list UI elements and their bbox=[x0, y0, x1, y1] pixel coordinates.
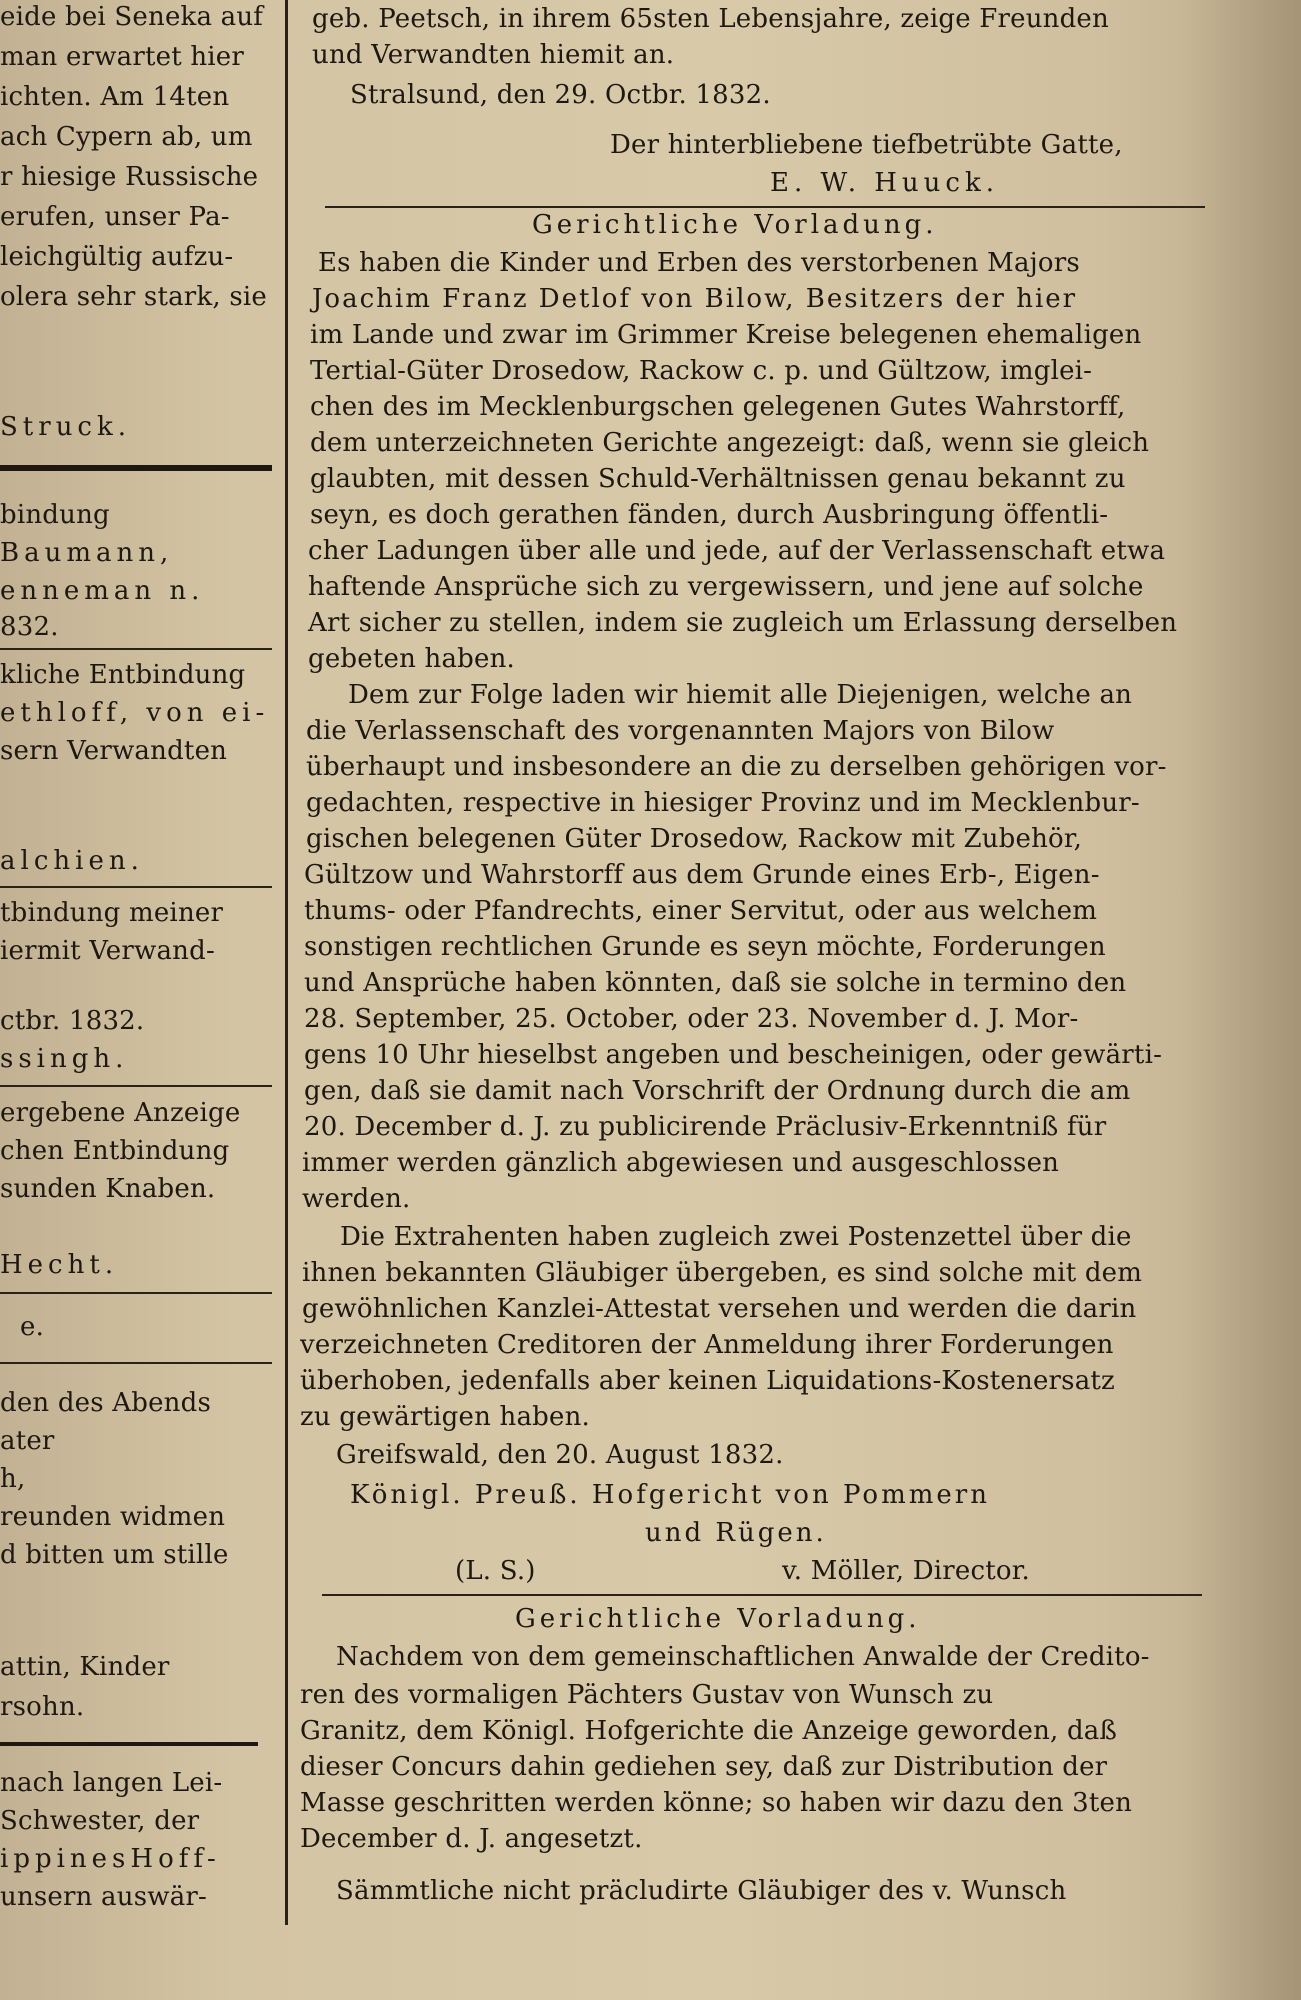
notice-line: haftende Ansprüche sich zu vergewissern, und jene auf solche bbox=[308, 572, 1144, 602]
left-line: chen Entbindung bbox=[0, 1136, 230, 1166]
notice-line: ihnen bekannten Gläubiger übergeben, es sind solche mit dem bbox=[302, 1258, 1143, 1288]
notice-line: und Ansprüche haben könnten, daß sie solche in termino den bbox=[304, 968, 1127, 998]
notice-line: seyn, es doch gerathen fänden, durch Ausbringung öffentli- bbox=[310, 500, 1109, 530]
seal-mark: (L. S.) bbox=[455, 1556, 536, 1586]
divider bbox=[0, 1362, 272, 1364]
left-line: olera sehr stark, sie bbox=[0, 282, 267, 312]
court-name: und Rügen. bbox=[645, 1518, 827, 1548]
notice-line: zu gewärtigen haben. bbox=[300, 1402, 591, 1432]
notice-line: Sämmtliche nicht präcludirte Gläubiger des v. Wunsch bbox=[336, 1876, 1067, 1906]
notice-line: dem unterzeichneten Gerichte angezeigt: daß, wenn sie gleich bbox=[310, 428, 1150, 458]
notice-title: Gerichtliche Vorladung. bbox=[532, 210, 938, 240]
notice-line: verzeichneten Creditoren der Anmeldung ihrer Forderungen bbox=[300, 1330, 1114, 1360]
left-line: h, bbox=[0, 1464, 26, 1494]
left-line: e. bbox=[20, 1312, 45, 1342]
notice-line: December d. J. angesetzt. bbox=[300, 1824, 643, 1854]
notice-line: cher Ladungen über alle und jede, auf der Verlassenschaft etwa bbox=[308, 536, 1166, 566]
left-signature: Struck. bbox=[0, 412, 132, 442]
notice-line: die Verlassenschaft des vorgenannten Majors von Bilow bbox=[306, 716, 1055, 746]
death-notice-line: geb. Peetsch, in ihrem 65sten Lebensjahre, zeige Freunden bbox=[312, 4, 1109, 34]
left-line: ach Cypern ab, um bbox=[0, 122, 253, 152]
notice-line: werden. bbox=[302, 1184, 411, 1214]
divider bbox=[0, 1085, 272, 1087]
court-name: Königl. Preuß. Hofgericht von Pommern bbox=[350, 1480, 990, 1510]
notice-line: gen, daß sie damit nach Vorschrift der Ordnung durch die am bbox=[304, 1076, 1131, 1106]
left-line: r hiesige Russische bbox=[0, 162, 259, 192]
left-line: kliche Entbindung bbox=[0, 660, 246, 690]
left-line: eide bei Seneka auf bbox=[0, 2, 264, 32]
notice-line: ren des vormaligen Pächters Gustav von Wunsch zu bbox=[300, 1680, 994, 1710]
notice-line: 28. September, 25. October, oder 23. November d. J. Mor- bbox=[304, 1004, 1079, 1034]
death-notice-place-date: Stralsund, den 29. Octbr. 1832. bbox=[350, 80, 771, 110]
left-line: bindung bbox=[0, 500, 110, 530]
notice-title: Gerichtliche Vorladung. bbox=[515, 1604, 921, 1634]
notice-line: Joachim Franz Detlof von Bilow, Besitzers der hier bbox=[312, 284, 1078, 314]
notice-line: Es haben die Kinder und Erben des verstorbenen Majors bbox=[318, 248, 1080, 278]
divider bbox=[0, 1292, 272, 1294]
left-line: sern Verwandten bbox=[0, 736, 228, 766]
notice-line: Masse geschritten werden könne; so haben wir dazu den 3ten bbox=[300, 1788, 1133, 1818]
left-line: enneman n. bbox=[0, 576, 205, 606]
notice-line: chen des im Mecklenburgschen gelegenen Gutes Wahrstorff, bbox=[310, 392, 1126, 422]
left-line: unsern auswär- bbox=[0, 1882, 208, 1912]
left-column bbox=[0, 0, 272, 1930]
notice-line: gewöhnlichen Kanzlei-Attestat versehen und werden die darin bbox=[302, 1294, 1137, 1324]
notice-line: dieser Concurs dahin gediehen sey, daß zur Distribution der bbox=[300, 1752, 1108, 1782]
left-line: ethloff, von ei- bbox=[0, 698, 270, 728]
divider bbox=[325, 206, 1205, 208]
notice-place-date: Greifswald, den 20. August 1832. bbox=[336, 1440, 784, 1470]
notice-line: sonstigen rechtlichen Grunde es seyn möchte, Forderungen bbox=[304, 932, 1106, 962]
notice-line: glaubten, mit dessen Schuld-Verhältnissen genau bekannt zu bbox=[310, 464, 1126, 494]
notice-line: Granitz, dem Königl. Hofgerichte die Anzeige geworden, daß bbox=[300, 1716, 1118, 1746]
notice-line: überhoben, jedenfalls aber keinen Liquidations-Kostenersatz bbox=[300, 1366, 1115, 1396]
left-line: ergebene Anzeige bbox=[0, 1098, 241, 1128]
divider bbox=[322, 1594, 1202, 1596]
notice-line: Nachdem von dem gemeinschaftlichen Anwalde der Credito- bbox=[336, 1642, 1150, 1672]
notice-line: überhaupt und insbesondere an die zu derselben gehörigen vor- bbox=[306, 752, 1167, 782]
left-line: den des Abends bbox=[0, 1388, 212, 1418]
notice-line: Gültzow und Wahrstorff aus dem Grunde eines Erb-, Eigen- bbox=[304, 860, 1100, 890]
notice-line: gens 10 Uhr hieselbst angeben und bescheinigen, oder gewärti- bbox=[304, 1040, 1163, 1070]
left-line: erufen, unser Pa- bbox=[0, 202, 230, 232]
notice-line: gischen belegenen Güter Drosedow, Rackow mit Zubehör, bbox=[306, 824, 1083, 854]
notice-line: im Lande und zwar im Grimmer Kreise belegenen ehemaligen bbox=[310, 320, 1142, 350]
left-line: iermit Verwand- bbox=[0, 936, 215, 966]
notice-line: Dem zur Folge laden wir hiemit alle Diejenigen, welche an bbox=[348, 680, 1133, 710]
left-line: Schwester, der bbox=[0, 1806, 200, 1836]
director-signature: v. Möller, Director. bbox=[782, 1556, 1031, 1586]
left-line: ater bbox=[0, 1426, 55, 1456]
left-line: Baumann, bbox=[0, 538, 174, 568]
left-line: d bitten um stille bbox=[0, 1540, 229, 1570]
left-signature: ssingh. bbox=[0, 1044, 129, 1074]
right-column bbox=[300, 0, 1215, 1930]
divider bbox=[0, 648, 272, 650]
death-notice-signoff: Der hinterbliebene tiefbetrübte Gatte, bbox=[610, 130, 1123, 160]
left-line: tbindung meiner bbox=[0, 898, 224, 928]
notice-line: Die Extrahenten haben zugleich zwei Postenzettel über die bbox=[340, 1222, 1132, 1252]
left-line: attin, Kinder bbox=[0, 1652, 170, 1682]
left-line: sunden Knaben. bbox=[0, 1174, 216, 1204]
notice-line: Tertial-Güter Drosedow, Rackow c. p. und Gültzow, imglei- bbox=[310, 356, 1093, 386]
notice-line: 20. December d. J. zu publicirende Präclusiv-Erkenntniß für bbox=[304, 1112, 1107, 1142]
left-line: 832. bbox=[0, 612, 59, 642]
divider bbox=[0, 886, 272, 888]
left-signature: alchien. bbox=[0, 846, 144, 876]
notice-line: gebeten haben. bbox=[308, 644, 515, 674]
left-line: man erwartet hier bbox=[0, 42, 244, 72]
death-notice-name: E. W. Huuck. bbox=[770, 168, 999, 198]
notice-line: immer werden gänzlich abgewiesen und ausgeschlossen bbox=[302, 1148, 1060, 1178]
column-rule bbox=[285, 0, 288, 1925]
left-line: ippinesHoff- bbox=[0, 1844, 221, 1874]
left-line: ctbr. 1832. bbox=[0, 1006, 145, 1036]
left-line: nach langen Lei- bbox=[0, 1768, 223, 1798]
death-notice-line: und Verwandten hiemit an. bbox=[312, 40, 675, 70]
section-rule bbox=[0, 465, 272, 471]
left-line: ichten. Am 14ten bbox=[0, 82, 230, 112]
section-rule bbox=[0, 1742, 258, 1746]
left-signature: Hecht. bbox=[0, 1250, 119, 1280]
left-line: leichgültig aufzu- bbox=[0, 242, 234, 272]
notice-line: Art sicher zu stellen, indem sie zugleich um Erlassung derselben bbox=[308, 608, 1178, 638]
left-line: reunden widmen bbox=[0, 1502, 226, 1532]
notice-line: thums- oder Pfandrechts, einer Servitut, oder aus welchem bbox=[304, 896, 1098, 926]
notice-line: gedachten, respective in hiesiger Provinz und im Mecklenbur- bbox=[306, 788, 1140, 818]
left-line: rsohn. bbox=[0, 1692, 85, 1722]
